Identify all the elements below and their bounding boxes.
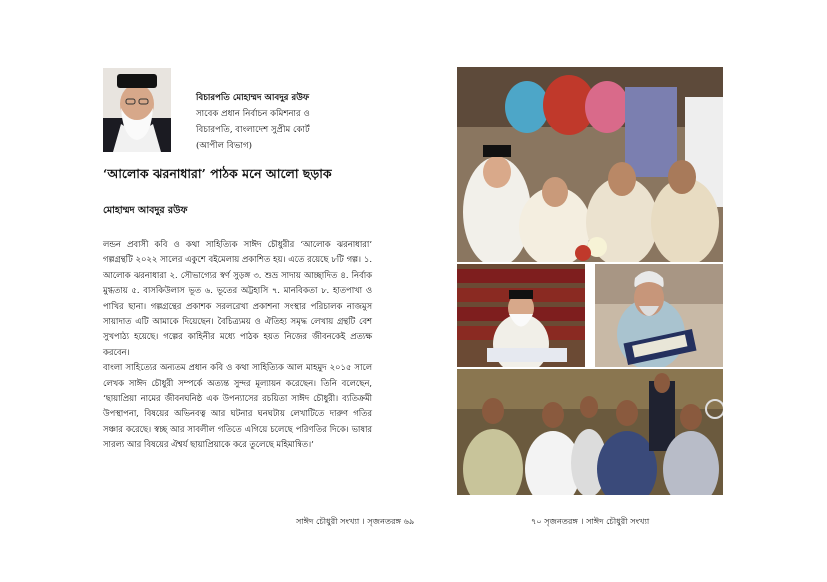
left-page-footer: সাঈদ চৌধুরী সংখ্যা । সৃজনতরঙ্গ ৬৯ (296, 516, 415, 526)
author-info (196, 90, 401, 154)
author-portrait (103, 68, 171, 152)
article-paragraph-1: লন্ডন প্রবাসী কবি ও কথা সাহিত্যিক সাঈদ চৌধুরীর ‘আলোক ঝরনাধারা’ গল্পগ্রন্থটি ২০২২ সালের একুশে বইমেলায় প্রকাশিত হয়। এতে রয়েছে ৮টি গল্প। ১. আলোক ঝরনাধারা ২. সৌভাগ্যের স্বর্ণ সুড়ঙ্গ ৩. শুভ্র সাদায় আচ্ছাদিত ৪. নির্বাক মুগ্ধতায় ৫. বাসকিউলাস ভূত ৬. ভূতের অট্টহাসি ৭. মানবিকতা ৮. হাতপাখা ও পাখির ছানা। গল্পগ্রন্থের প্রকাশক সরলরেখা প্রকাশনা সংস্থার পরিচালক নাজমুস সায়াদাত এটি আমাকে দিয়েছেন। বৈচিত্র্যময় ও ঐতিহ্য সমৃদ্ধ লেখায় গ্রন্থটি বেশ সুখপাঠ্য হয়েছে। গল্পের কাহিনীর মধ্যে পাঠক হয়ত নিজের জীবনকেই প্রত্যক্ষ করবেন। (103, 239, 372, 357)
article-body (103, 237, 372, 453)
article-title: ‘আলোক ঝরনাধারা’ পাঠক মনে আলো ছড়াক (103, 166, 332, 181)
right-page-footer: ৭০ সৃজনতরঙ্গ । সাঈদ চৌধুরী সংখ্যা (531, 516, 650, 526)
group-photo-bottom (457, 369, 723, 495)
left-page (0, 0, 413, 582)
library-photo (457, 264, 585, 367)
reading-photo (595, 264, 723, 367)
author-designation-2: বিচারপতি, বাংলাদেশ সুপ্রীম কোর্ট (196, 125, 310, 135)
author-name: বিচারপতি মোহাম্মদ আবদুর রউফ (196, 93, 310, 103)
author-designation-3: (আপীল বিভাগ) (196, 141, 252, 151)
article-paragraph-2: বাংলা সাহিত্যের অন্যতম প্রধান কবি ও কথা সাহিত্যিক আল মাহমুদ ২০১৫ সালে লেখক সাঈদ চৌধুরী সম্পর্কে অত্যন্ত সুন্দর মূল্যায়ন করেছেন। তিনি বলেছেন, ‘ছায়াপ্রিয়া নামের জীবনঘনিষ্ঠ এক উপন্যাসের রচয়িতা সাঈদ চৌধুরী। ব্যতিক্রমী উপস্থাপনা, বিষয়ের অভিনবত্ব আর ঘটনার ঘনঘটায় লেখাটিতে দারুণ গতির সঞ্চার করেছে। স্বচ্ছ আর সাবলীল গতিতে এগিয়ে চলেছে পরিণতির দিকে। ভাষার সারল্য আর বিষয়ের ঐশ্বর্য ছায়াপ্রিয়াকে করে তুলেছে মহিমান্বিত।’ (103, 362, 372, 450)
article-byline: মোহাম্মদ আবদুর রউফ (103, 205, 188, 216)
group-photo-top (457, 67, 723, 262)
author-designation-1: সাবেক প্রধান নির্বাচন কমিশনার ও (196, 109, 310, 119)
